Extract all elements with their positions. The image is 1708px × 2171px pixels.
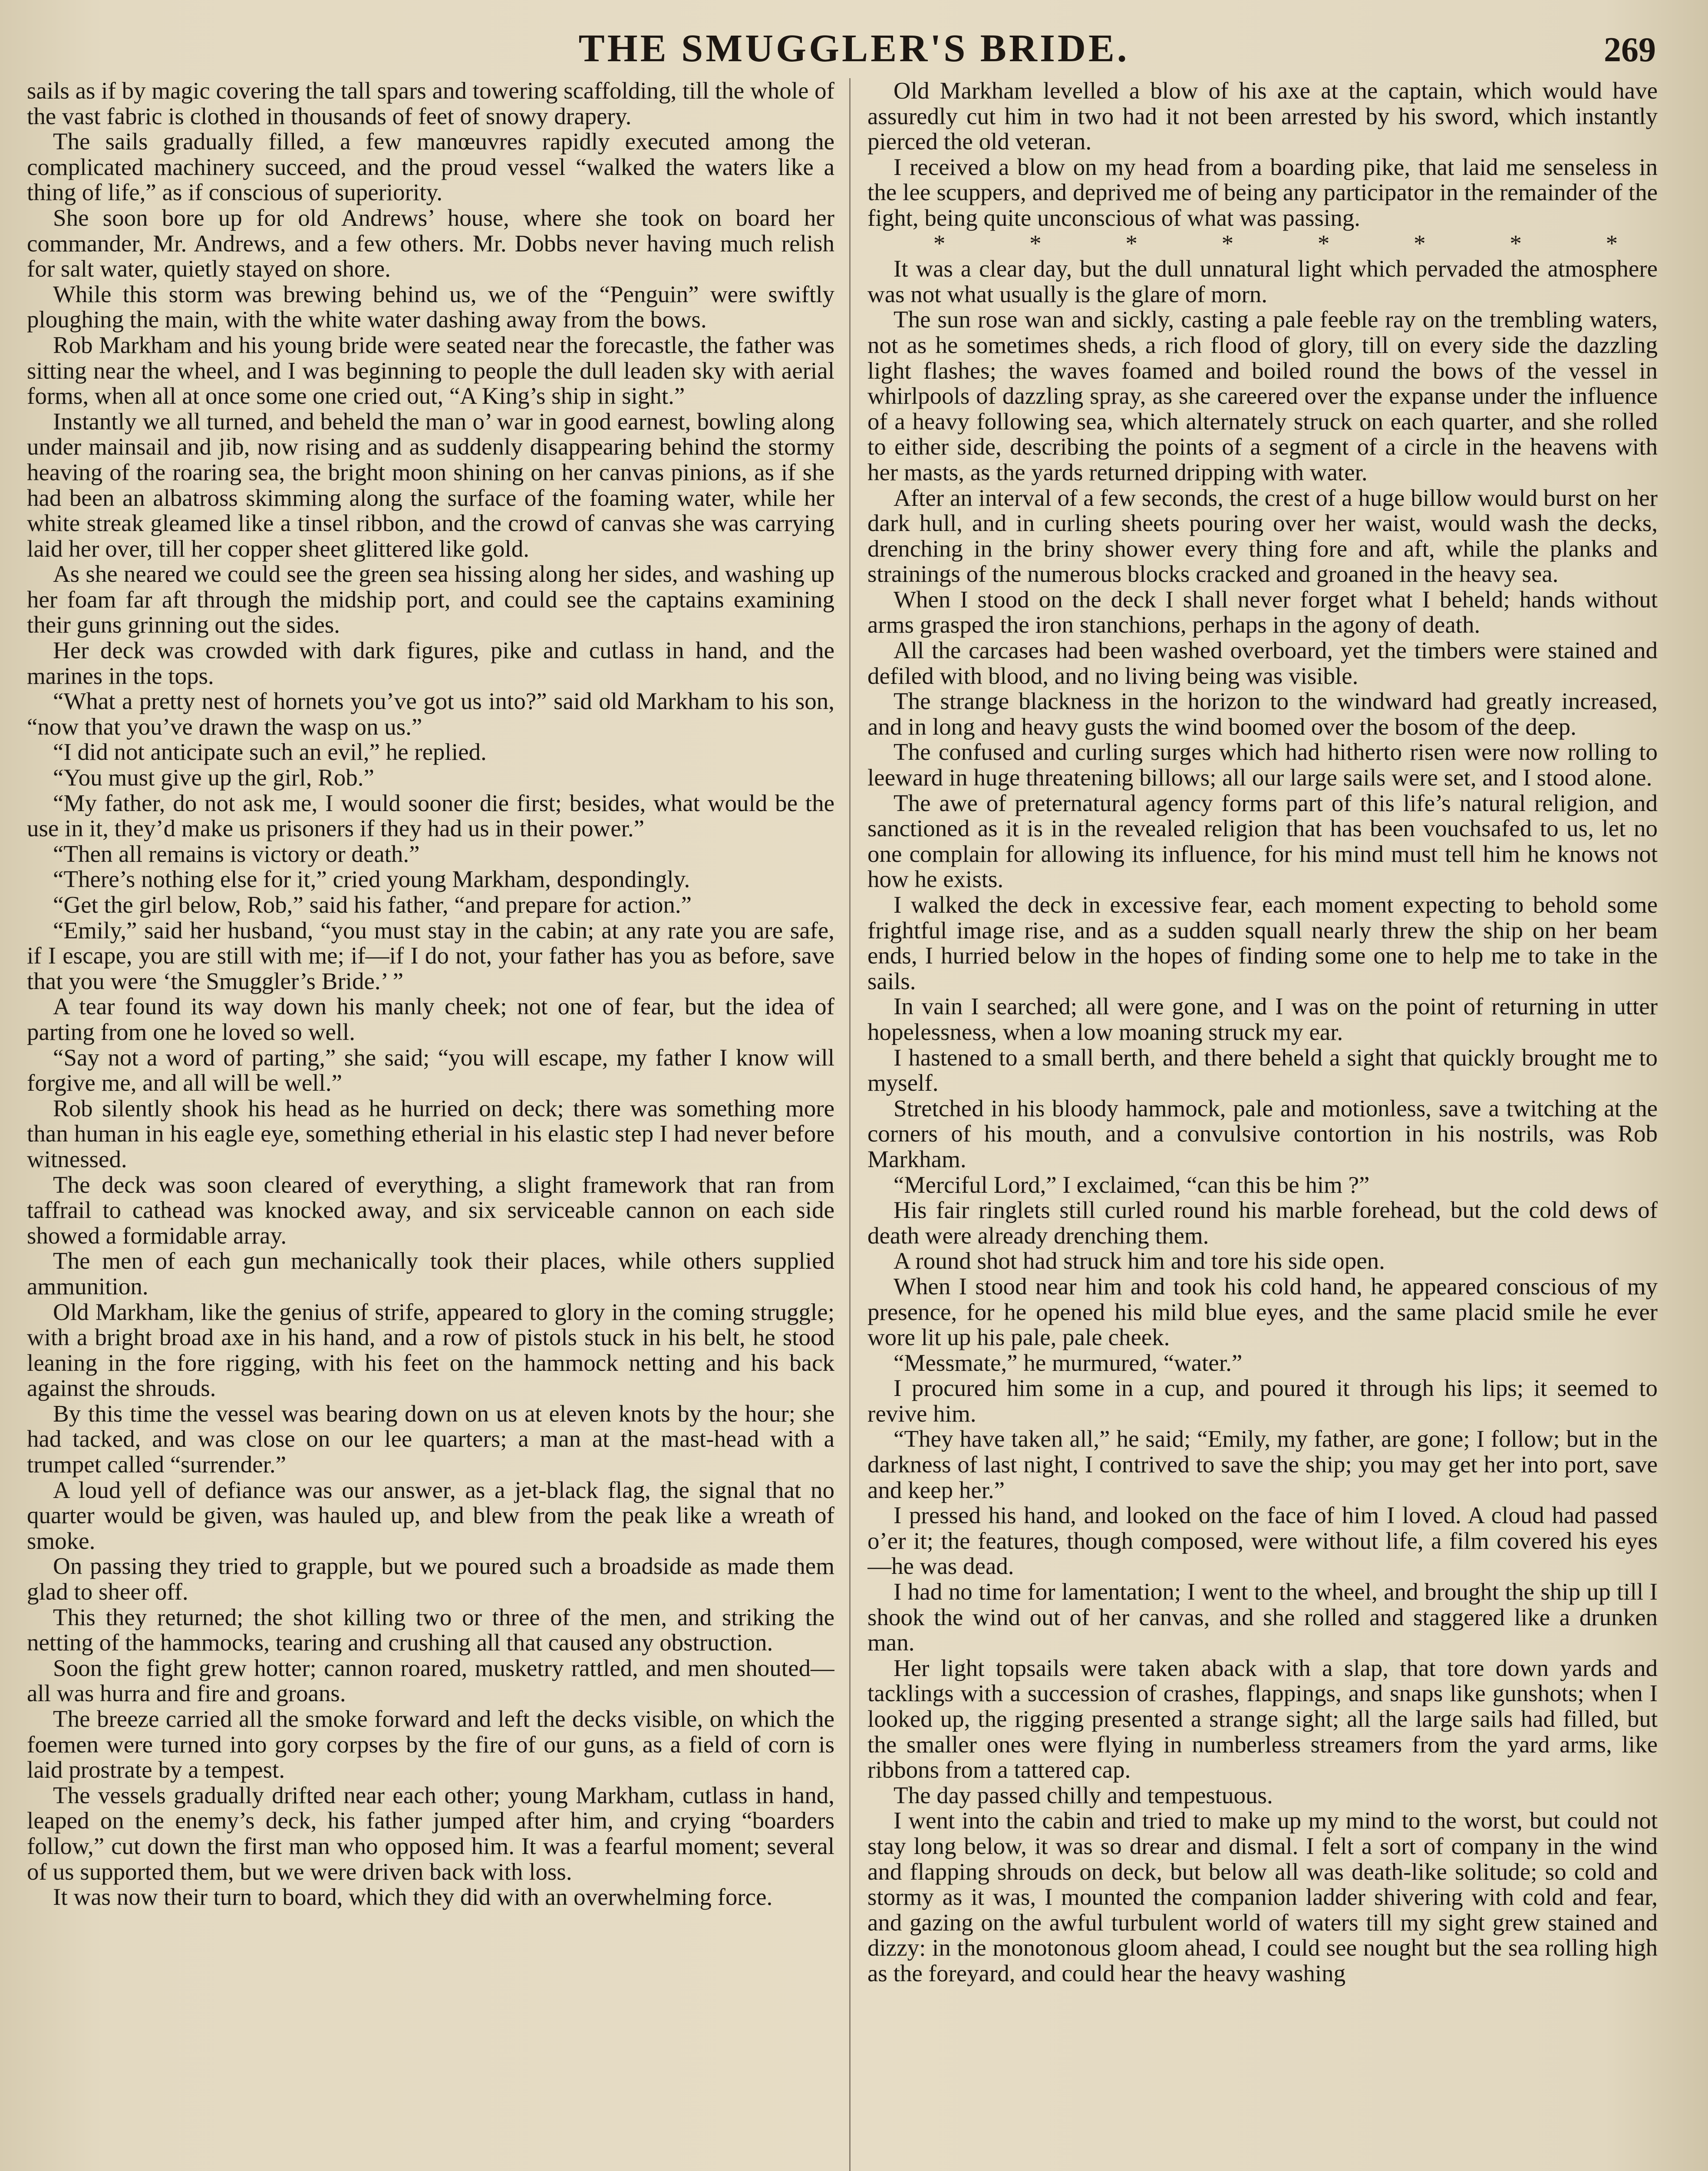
paragraph: “Then all remains is victory or death.” (53, 840, 420, 867)
paragraph: Old Markham, like the genius of strife, appeared to glory in the coming struggle; with a bright broad axe in his hand, and a row of pistols stuck in his belt, he stood leaning in the fore rigging, with his feet on the hammock netting and his back against the shrouds. (27, 1298, 834, 1402)
paragraph: The deck was soon cleared of everything, a slight framework that ran from taffrail to cathead was knocked away, and six serviceable cannon on each side showed a formidable array. (27, 1171, 834, 1249)
paragraph: “My father, do not ask me, I would sooner die first; besides, what would be the use in it, they’d make us prisoners if they had us in their power.” (27, 789, 834, 842)
paragraph: “You must give up the girl, Rob.” (53, 764, 374, 791)
paragraph: “Emily,” said her husband, “you must stay in the cabin; at any rate you are safe, if I escape, you are still with me; if—if I do not, your father has you as before, save that you were ‘the Smuggler’s Bride.’ ” (27, 917, 834, 994)
paragraph: It was now their turn to board, which they did with an overwhelming force. (53, 1884, 773, 1910)
paragraph: I pressed his hand, and looked on the face of him I loved. A cloud had passed o’er it; the features, though composed, were without life, a film covered his eyes—he was dead. (867, 1502, 1658, 1580)
paragraph: The vessels gradually drifted near each other; young Markham, cutlass in hand, leaped on the enemy’s deck, his father jumped after him, and crying “boarders follow,” cut down the first man who opposed him. It was a fearful moment; several of us supported them, but we were driven back with loss. (27, 1782, 834, 1885)
paragraph: While this storm was brewing behind us, we of the “Penguin” were swiftly ploughing the main, with the white water dashing away from the bows. (27, 280, 834, 333)
section-break: * * * * * * * * (933, 230, 1618, 257)
paragraph: The men of each gun mechanically took their places, while others supplied ammunition. (27, 1247, 834, 1300)
paragraph: I received a blow on my head from a boarding pike, that laid me senseless in the lee scuppers, and deprived me of being any participator in the remainder of the fight, being quite unconscious of what was passing. (867, 153, 1658, 231)
paragraph: In vain I searched; all were gone, and I was on the point of returning in utter hopelessness, when a low moaning struck my ear. (867, 993, 1658, 1045)
paragraph: I had no time for lamentation; I went to the wheel, and brought the ship up till I shook the wind out of her canvas, and she rolled and staggered like a drunken man. (867, 1578, 1658, 1656)
paragraph: Old Markham levelled a blow of his axe at the captain, which would have assuredly cut him in two had it not been arrested by his sword, which instantly pierced the old veteran. (867, 78, 1658, 155)
page-number: 269 (1604, 31, 1656, 69)
paragraph: A loud yell of defiance was our answer, as a jet-black flag, the signal that no quarter would be given, was hauled up, and blew from the peak like a wreath of smoke. (27, 1476, 834, 1554)
paragraph: When I stood near him and took his cold hand, he appeared conscious of my presence, for he opened his mild blue eyes, and the same placid smile he ever wore lit up his pale, pale cheek. (867, 1273, 1658, 1351)
paragraph: The breeze carried all the smoke forward and left the decks visible, on which the foemen were turned into gory corpses by the fire of our guns, as a field of corn is laid prostrate by a tempest. (27, 1706, 834, 1783)
paragraph: On passing they tried to grapple, but we poured such a broadside as made them glad to sheer off. (27, 1553, 834, 1605)
paragraph: “What a pretty nest of hornets you’ve got us into?” said old Markham to his son, “now that you’ve drawn the wasp on us.” (27, 688, 834, 740)
paragraph: I went into the cabin and tried to make up my mind to the worst, but could not stay long below, it was so drear and dismal. I felt a sort of company in the wind and flapping shrouds on deck, but below all was death-like solitude; so cold and stormy as it was, I mounted the companion ladder shivering with cold and fear, and gazing on the awful turbulent world of waters till my sight grew stained and dizzy: in the monotonous gloom ahead, I could see nought but the sea rolling high as the foreyard, and could hear the heavy washing (867, 1807, 1658, 1986)
paragraph: “Get the girl below, Rob,” said his father, “and prepare for action.” (53, 891, 692, 918)
page-header (0, 26, 1708, 74)
paragraph: I hastened to a small berth, and there beheld a sight that quickly brought me to myself. (867, 1044, 1658, 1096)
paragraph: Rob Markham and his young bride were seated near the forecastle, the father was sitting near the wheel, and I was beginning to people the dull leaden sky with aerial forms, when all at once some one cried out, “A King’s ship in sight.” (27, 331, 834, 409)
paragraph: By this time the vessel was bearing down on us at eleven knots by the hour; she had tacked, and was close on our lee quarters; a man at the mast-head with a trumpet called “surrender.” (27, 1400, 834, 1478)
paragraph: The confused and curling surges which had hitherto risen were now rolling to leeward in huge threatening billows; all our large sails were set, and I stood alone. (867, 739, 1658, 791)
paragraph: “Merciful Lord,” I exclaimed, “can this be him ?” (894, 1171, 1370, 1198)
paragraph: A round shot had struck him and tore his side open. (894, 1247, 1385, 1274)
running-title: THE SMUGGLER'S BRIDE. (578, 27, 1130, 70)
paragraph: The day passed chilly and tempestuous. (894, 1782, 1273, 1808)
paragraph: Stretched in his bloody hammock, pale and motionless, save a twitching at the corners of his mouth, and a convulsive contortion in his nostrils, was Rob Markham. (867, 1095, 1658, 1172)
paragraph: “Messmate,” he murmured, “water.” (894, 1349, 1243, 1376)
paragraph: sails as if by magic covering the tall spars and towering scaffolding, till the whole of the vast fabric is clothed in thousands of feet of snowy drapery. (27, 78, 834, 129)
right-column (867, 78, 1658, 2171)
paragraph: “I did not anticipate such an evil,” he replied. (53, 739, 487, 765)
paragraph: She soon bore up for old Andrews’ house, where she took on board her commander, Mr. Andrews, and a few others. Mr. Dobbs never having much relish for salt water, quietly stayed on shore. (27, 204, 834, 282)
paragraph: When I stood on the deck I shall never forget what I beheld; hands without arms grasped the iron stanchions, perhaps in the agony of death. (867, 586, 1658, 638)
paragraph: A tear found its way down his manly cheek; not one of fear, but the idea of parting from one he loved so well. (27, 993, 834, 1045)
paragraph: “They have taken all,” he said; “Emily, my father, are gone; I follow; but in the darkness of last night, I contrived to save the ship; you may get her into port, save and keep her.” (867, 1425, 1658, 1503)
paragraph: The awe of preternatural agency forms part of this life’s natural religion, and sanctioned as it is in the revealed religion that has been vouchsafed to us, let no one complain for allowing its influence, for his mind must tell him he knows not how he exists. (867, 789, 1658, 893)
left-column (27, 78, 834, 2171)
paragraph: This they returned; the shot killing two or three of the men, and striking the netting of the hammocks, tearing and crushing all that caused any obstruction. (27, 1604, 834, 1656)
paragraph: Her light topsails were taken aback with a slap, that tore down yards and tacklings with a succession of crashes, flappings, and snaps like gunshots; when I looked up, the rigging presented a strange sight; all the large sails had filled, but the smaller ones were flying in numberless streamers from the yard arms, like ribbons from a tattered cap. (867, 1654, 1658, 1783)
paragraph: All the carcases had been washed overboard, yet the timbers were stained and defiled with blood, and no living being was visible. (867, 637, 1658, 689)
paragraph: After an interval of a few seconds, the crest of a huge billow would burst on her dark hull, and in curling sheets pouring over her waist, would wash the decks, drenching in the briny shower every thing fore and aft, while the planks and strainings of the numerous blocks cracked and groaned in the heavy sea. (867, 484, 1658, 587)
column-divider (849, 78, 851, 2171)
paragraph: The sun rose wan and sickly, casting a pale feeble ray on the trembling waters, not as he sometimes sheds, a rich flood of glory, till on every side the dazzling light flashes; the waves foamed and boiled round the bows of the vessel in whirlpools of dazzling spray, as she careered over the expanse under the influence of a heavy following sea, which alternately struck on each quarter, and she rolled to either side, describing the points of a segment of a circle in the heavens with her masts, as the yards returned dripping with water. (867, 306, 1658, 485)
paragraph: As she neared we could see the green sea hissing along her sides, and washing up her foam far aft through the midship port, and could see the captains examining their guns grinning out the sides. (27, 561, 834, 638)
paragraph: “There’s nothing else for it,” cried young Markham, despondingly. (53, 866, 690, 893)
paragraph: The strange blackness in the horizon to the windward had greatly increased, and in long and heavy gusts the wind boomed over the bosom of the deep. (867, 688, 1658, 740)
paragraph: Soon the fight grew hotter; cannon roared, musketry rattled, and men shouted—all was hurra and fire and groans. (27, 1654, 834, 1707)
paragraph: “Say not a word of parting,” she said; “you will escape, my father I know will forgive me, and all will be well.” (27, 1044, 834, 1096)
paragraph: I walked the deck in excessive fear, each moment expecting to behold some frightful image rise, and as a sudden squall nearly threw the ship on her beam ends, I hurried below in the hopes of finding some one to help me to take in the sails. (867, 891, 1658, 994)
paragraph: His fair ringlets still curled round his marble forehead, but the cold dews of death were already drenching them. (867, 1197, 1658, 1249)
paragraph: Rob silently shook his head as he hurried on deck; there was something more than human in his eagle eye, something etherial in his elastic step I had never before witnessed. (27, 1095, 834, 1172)
paragraph: Instantly we all turned, and beheld the man o’ war in good earnest, bowling along under mainsail and jib, now rising and as suddenly disappearing behind the stormy heaving of the roaring sea, the bright moon shining on her canvas pinions, as if she had been an albatross skimming along the surface of the foaming water, while her white streak gleamed like a tinsel ribbon, and the crowd of canvas she was carrying laid her over, till her copper sheet glittered like gold. (27, 408, 834, 562)
paragraph: Her deck was crowded with dark figures, pike and cutlass in hand, and the marines in the tops. (27, 637, 834, 689)
paragraph: The sails gradually filled, a few manœuvres rapidly executed among the complicated machinery succeed, and the proud vessel “walked the waters like a thing of life,” as if conscious of superiority. (27, 128, 834, 206)
paragraph: It was a clear day, but the dull unnatural light which pervaded the atmosphere was not what usually is the glare of morn. (867, 255, 1658, 307)
paragraph: I procured him some in a cup, and poured it through his lips; it seemed to revive him. (867, 1375, 1658, 1427)
